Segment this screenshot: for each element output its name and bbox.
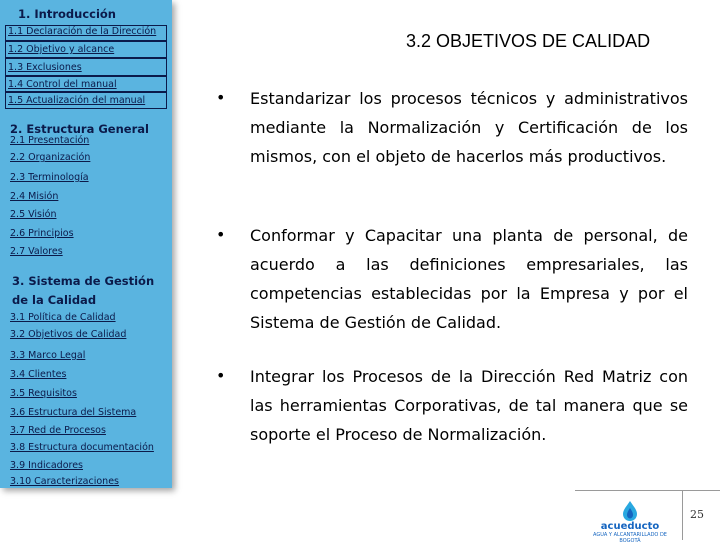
nav-item-3-8[interactable]: 3.8 Estructura documentación xyxy=(10,442,154,453)
bullet-marker: • xyxy=(216,225,226,244)
nav-item-1-2[interactable]: 1.2 Objetivo y alcance xyxy=(5,41,167,58)
nav-item-2-3[interactable]: 2.3 Terminología xyxy=(10,172,89,183)
nav-item-2-5[interactable]: 2.5 Visión xyxy=(10,209,57,220)
nav-item-3-6[interactable]: 3.6 Estructura del Sistema xyxy=(10,407,137,418)
bullet-text-1: Estandarizar los procesos técnicos y administrativos mediante la Normalización y Certificación de los mismos, con el objeto de hacerlos más productivos. xyxy=(250,89,688,166)
nav-item-2-2[interactable]: 2.2 Organización xyxy=(10,152,91,163)
nav-item-2-6[interactable]: 2.6 Principios xyxy=(10,228,74,239)
bullet-marker: • xyxy=(216,366,226,385)
bullet-text-2: Conformar y Capacitar una planta de personal, de acuerdo a las definiciones empresariales, las competencias establecidas por la Empresa y por el Sistema de Gestión de Calidad. xyxy=(250,226,688,332)
logo-subtext: AGUA Y ALCANTARILLADO DE BOGOTÁ xyxy=(593,532,667,544)
nav-item-3-5[interactable]: 3.5 Requisitos xyxy=(10,388,77,399)
nav-item-3-9[interactable]: 3.9 Indicadores xyxy=(10,460,83,471)
nav-item-3-3[interactable]: 3.3 Marco Legal xyxy=(10,350,86,361)
nav-item-1-3[interactable]: 1.3 Exclusiones xyxy=(5,58,167,76)
nav-item-3-1[interactable]: 3.1 Política de Calidad xyxy=(10,312,116,323)
footer-divider xyxy=(575,490,720,491)
bullet-marker: • xyxy=(216,88,226,107)
nav-item-3-7[interactable]: 3.7 Red de Procesos xyxy=(10,425,106,436)
nav-item-3-4[interactable]: 3.4 Clientes xyxy=(10,369,67,380)
nav-item-1-1[interactable]: 1.1 Declaración de la Dirección xyxy=(5,25,167,41)
bullet-text-3: Integrar los Procesos de la Dirección Red Matriz con las herramientas Corporativas, de tal manera que se soporte el Proceso de Normalización. xyxy=(250,367,688,444)
nav-item-2-7[interactable]: 2.7 Valores xyxy=(10,246,63,257)
page-number: 25 xyxy=(690,508,704,521)
section-title-estructura[interactable]: 2. Estructura General xyxy=(10,122,149,136)
logo-text: acueducto xyxy=(600,521,660,532)
nav-item-1-4[interactable]: 1.4 Control del manual xyxy=(5,76,167,92)
slide-title: 3.2 OBJETIVOS DE CALIDAD xyxy=(406,31,651,51)
nav-item-3-2[interactable]: 3.2 Objetivos de Calidad xyxy=(10,329,127,340)
footer-divider-vertical xyxy=(682,490,683,540)
sidebar-nav xyxy=(0,0,172,488)
nav-item-1-5[interactable]: 1.5 Actualización del manual xyxy=(5,92,167,109)
section-title-sistema[interactable]: 3. Sistema de Gestión de la Calidad xyxy=(12,274,155,307)
logo-drop-icon xyxy=(583,500,677,522)
nav-item-2-4[interactable]: 2.4 Misión xyxy=(10,191,59,202)
section-title-introduccion[interactable]: 1. Introducción xyxy=(18,7,116,21)
nav-item-2-1[interactable]: 2.1 Presentación xyxy=(10,135,90,146)
acueducto-logo xyxy=(583,500,677,544)
nav-item-3-10[interactable]: 3.10 Caracterizaciones xyxy=(10,476,119,487)
